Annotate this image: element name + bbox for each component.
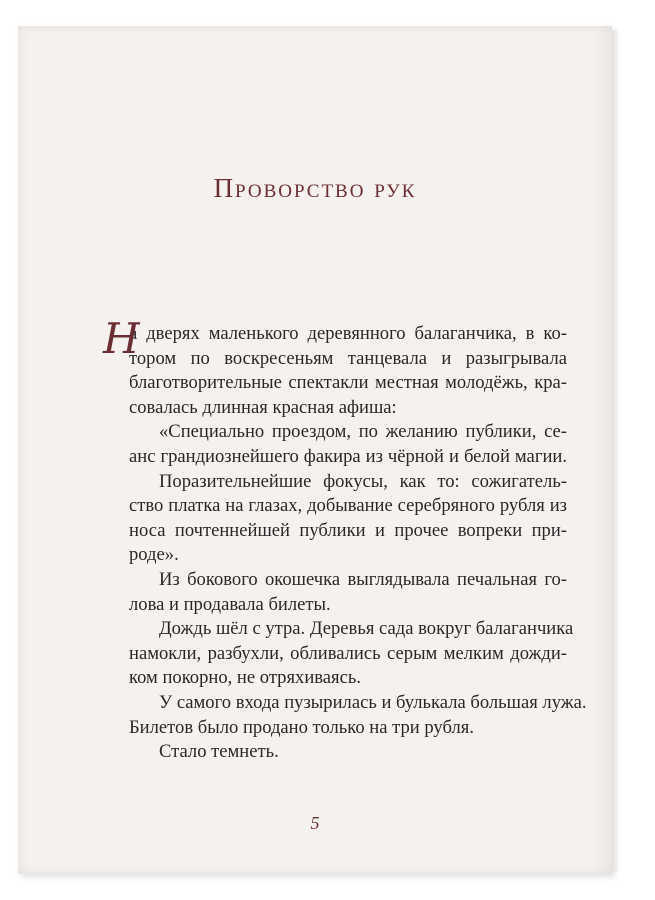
text-line: тором по воскресеньям танцевала и разыгрывала bbox=[129, 347, 567, 369]
book-page bbox=[18, 26, 612, 874]
text-line: Поразительнейшие фокусы, как то: сожигатель- bbox=[159, 470, 567, 492]
drop-cap: Н bbox=[103, 314, 140, 363]
text-line: совалась длинная красная афиша: bbox=[129, 396, 397, 418]
text-line: благотворительные спектакли местная молодёжь, кра- bbox=[129, 372, 567, 394]
text-line: а дверях маленького деревянного балаганчика, в ко- bbox=[129, 323, 567, 344]
page-number: 5 bbox=[310, 813, 320, 833]
text-line: Билетов было продано только на три рубля. bbox=[129, 716, 474, 738]
body-text bbox=[103, 314, 587, 765]
text-line: ком покорно, не отряхиваясь. bbox=[129, 667, 361, 689]
page-edge bbox=[612, 30, 618, 872]
text-line: носа почтеннейшей публики и прочее вопреки при- bbox=[129, 519, 567, 541]
paragraph-6 bbox=[129, 691, 587, 740]
text-line: роде». bbox=[129, 544, 179, 566]
text-line: намокли, разбухли, обливались серым мелким дожди- bbox=[129, 642, 567, 664]
text-line: «Специально проездом, по желанию публики, се- bbox=[159, 421, 567, 443]
text-line: анс грандиознейшего факира из чёрной и белой магии. bbox=[129, 445, 567, 467]
text-line: Стало темнеть. bbox=[159, 741, 279, 763]
text-line: Из бокового окошечка выглядывала печальная го- bbox=[159, 568, 567, 590]
text-line: У самого входа пузырилась и булькала большая лужа. bbox=[159, 691, 587, 713]
paragraph-3 bbox=[129, 470, 567, 568]
paragraph-7 bbox=[129, 740, 567, 765]
text-line: Дождь шёл с утра. Деревья сада вокруг балаганчика bbox=[159, 618, 574, 640]
text-line: ство платка на глазах, добывание серебряного рубля из bbox=[129, 495, 567, 517]
paragraph-5 bbox=[129, 617, 574, 691]
paragraph-2 bbox=[129, 420, 567, 469]
paragraph-4 bbox=[129, 568, 567, 617]
chapter-title: Проворство рук bbox=[213, 173, 417, 203]
text-line: лова и продавала билеты. bbox=[129, 593, 331, 615]
paragraph-1 bbox=[103, 314, 567, 420]
